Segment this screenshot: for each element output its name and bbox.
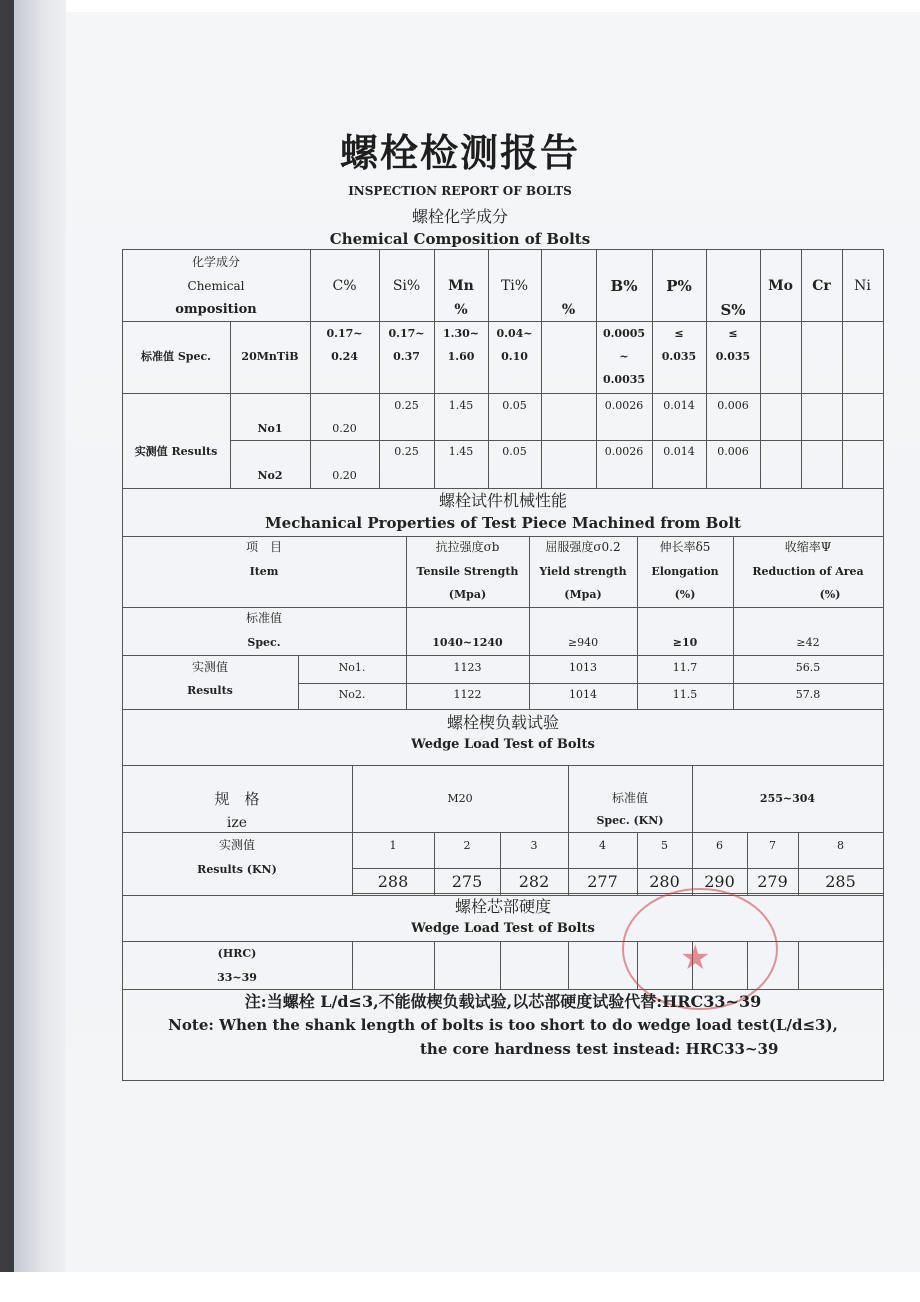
mech-results-cn: 实测值 <box>191 660 228 674</box>
wedge-value-4: 277 <box>587 872 618 891</box>
spec-yield: ≥940 <box>567 636 599 649</box>
spec-c-max: 0.24 <box>331 350 358 363</box>
wedge-index-1: 1 <box>389 839 397 852</box>
spec-c-min: 0.17~ <box>326 327 363 340</box>
mech-title-en: Mechanical Properties of Test Piece Machined from Bolt <box>265 514 741 532</box>
col-p: P% <box>666 277 692 295</box>
wedge-index-3: 3 <box>530 839 538 852</box>
spec-b-max: 0.0035 <box>602 373 646 386</box>
col-ti: Ti% <box>500 278 529 294</box>
yield-cn: 屈服强度σ0.2 <box>545 540 621 554</box>
wedge-spec-cn: 标准值 <box>611 791 648 805</box>
col-mo: Mo <box>768 278 793 294</box>
chemical-title-cn: 螺栓化学成分 <box>411 207 508 226</box>
reduction-cn: 收缩率Ψ <box>784 540 832 554</box>
spec-s-op: ≤ <box>728 327 738 340</box>
mech-row1-reduction: 56.5 <box>795 661 821 674</box>
mech-row1-no: No1. <box>338 661 366 674</box>
col-pct: % <box>561 302 576 318</box>
report-title-en: INSPECTION REPORT OF BOLTS <box>348 184 572 198</box>
hardness-title-cn: 螺栓芯部硬度 <box>454 897 551 916</box>
result2-si: 0.25 <box>394 445 419 458</box>
wedge-size-cn: 规 格 <box>214 790 260 808</box>
wedge-value-3: 282 <box>518 872 550 891</box>
wedge-index-6: 6 <box>716 839 723 852</box>
wedge-results-cn: 实测值 <box>218 838 255 852</box>
wedge-index-4: 4 <box>599 839 606 852</box>
wedge-spec-en: Spec. (KN) <box>596 814 664 827</box>
wedge-value-7: 279 <box>757 872 788 891</box>
col-s: S% <box>720 301 746 319</box>
chemical-title-en: Chemical Composition of Bolts <box>329 230 591 248</box>
result1-p: 0.014 <box>663 399 695 412</box>
yield-unit: (Mpa) <box>564 588 602 601</box>
result2-c: 0.20 <box>332 469 357 482</box>
result2-mn: 1.45 <box>448 445 474 458</box>
spec-tensile: 1040~1240 <box>432 636 503 649</box>
hardness-title-en: Wedge Load Test of Bolts <box>411 921 595 936</box>
wedge-size: M20 <box>447 792 473 805</box>
result1-mn: 1.45 <box>448 399 474 412</box>
mech-item-en: Item <box>249 565 279 578</box>
chem-results-label: 实测值 Results <box>134 445 218 458</box>
chem-header-en2: omposition <box>175 302 257 317</box>
elong-cn: 伸长率δ5 <box>659 540 711 554</box>
spec-p-val: 0.035 <box>661 350 697 363</box>
mech-row1-elong: 11.7 <box>672 661 698 674</box>
spec-mn-max: 1.60 <box>447 350 475 363</box>
col-b: B% <box>610 277 638 295</box>
mech-results-en: Results <box>187 684 233 697</box>
col-mn: Mn <box>448 278 474 294</box>
result2-ti: 0.05 <box>502 445 527 458</box>
mech-row2-yield: 1014 <box>569 688 597 701</box>
wedge-results-en: Results (KN) <box>197 863 277 876</box>
mech-row2-elong: 11.5 <box>672 688 698 701</box>
mech-spec-cn: 标准值 <box>245 611 282 625</box>
wedge-value-2: 275 <box>451 872 483 891</box>
wedge-title-en: Wedge Load Test of Bolts <box>411 737 595 752</box>
col-cr: Cr <box>812 278 831 294</box>
col-c: C% <box>332 278 357 294</box>
mech-row2-no: No2. <box>338 688 366 701</box>
col-mn-pct: % <box>454 302 468 318</box>
reduction-unit: (%) <box>819 588 841 601</box>
spec-ti-max: 0.10 <box>501 350 528 363</box>
wedge-value-5: 280 <box>649 872 680 891</box>
col-si: Si% <box>392 278 421 294</box>
mech-title-cn: 螺栓试件机械性能 <box>438 491 567 510</box>
spec-si-min: 0.17~ <box>388 327 425 340</box>
mech-row2-tensile: 1122 <box>453 688 482 701</box>
tensile-cn: 抗拉强度σb <box>435 540 500 554</box>
wedge-index-2: 2 <box>463 839 471 852</box>
result1-c: 0.20 <box>332 422 357 435</box>
hardness-label: (HRC) <box>217 947 257 960</box>
wedge-index-7: 7 <box>769 839 776 852</box>
mech-row1-tensile: 1123 <box>453 661 482 674</box>
spec-reduction: ≥42 <box>796 636 820 649</box>
wedge-index-8: 8 <box>837 839 844 852</box>
note-en-line1: Note: When the shank length of bolts is too short to do wedge load test(L/d≤3), <box>168 1016 838 1034</box>
reduction-en: Reduction of Area <box>752 565 864 578</box>
note-cn: 注:当螺栓 L/d≤3,不能做楔负载试验,以芯部硬度试验代替:HRC33~39 <box>244 992 762 1011</box>
result1-ti: 0.05 <box>502 399 527 412</box>
tensile-en: Tensile Strength <box>416 565 519 578</box>
note-en-line2: the core hardness test instead: HRC33~39 <box>420 1040 779 1058</box>
wedge-title-cn: 螺栓楔负载试验 <box>446 713 559 732</box>
report-title-cn: 螺栓检测报告 <box>339 130 580 175</box>
elong-unit: (%) <box>674 588 696 601</box>
wedge-value-6: 290 <box>704 872 735 891</box>
hardness-range: 33~39 <box>217 971 257 984</box>
chem-header-cn: 化学成分 <box>191 255 240 269</box>
spec-ti-min: 0.04~ <box>496 327 533 340</box>
mech-row2-reduction: 57.8 <box>795 688 821 701</box>
spec-b-min: 0.0005 <box>602 327 646 340</box>
col-ni: Ni <box>854 278 871 294</box>
chem-spec-label: 标准值 Spec. <box>141 350 211 363</box>
scan-border-bottom <box>0 1272 920 1302</box>
wedge-value-1: 288 <box>377 872 409 891</box>
spec-s-val: 0.035 <box>715 350 751 363</box>
elong-en: Elongation <box>651 565 719 578</box>
chem-header-en: Chemical <box>187 279 245 293</box>
spec-elong: ≥10 <box>672 636 698 649</box>
spec-b-sep: ~ <box>619 350 629 363</box>
wedge-index-5: 5 <box>661 839 668 852</box>
result2-no: No2 <box>257 469 283 482</box>
mech-spec-en: Spec. <box>247 636 281 649</box>
tensile-unit: (Mpa) <box>448 588 487 601</box>
mech-item-cn: 项 目 <box>245 540 282 554</box>
result2-b: 0.0026 <box>604 445 644 458</box>
result1-s: 0.006 <box>717 399 749 412</box>
scan-border-top <box>0 0 920 12</box>
result1-si: 0.25 <box>394 399 419 412</box>
result2-s: 0.006 <box>717 445 749 458</box>
result1-no: No1 <box>257 422 283 435</box>
result2-p: 0.014 <box>663 445 695 458</box>
mech-row1-yield: 1013 <box>569 661 597 674</box>
spec-si-max: 0.37 <box>393 350 420 363</box>
chem-spec-grade: 20MnTiB <box>241 350 299 363</box>
spec-mn-min: 1.30~ <box>442 327 479 340</box>
spec-p-op: ≤ <box>674 327 684 340</box>
wedge-spec-value: 255~304 <box>759 792 816 805</box>
seal-star-icon: ★ <box>680 938 711 978</box>
yield-en: Yield strength <box>539 565 627 578</box>
wedge-value-8: 285 <box>825 872 856 891</box>
result1-b: 0.0026 <box>604 399 644 412</box>
wedge-size-en: ize <box>226 815 248 831</box>
